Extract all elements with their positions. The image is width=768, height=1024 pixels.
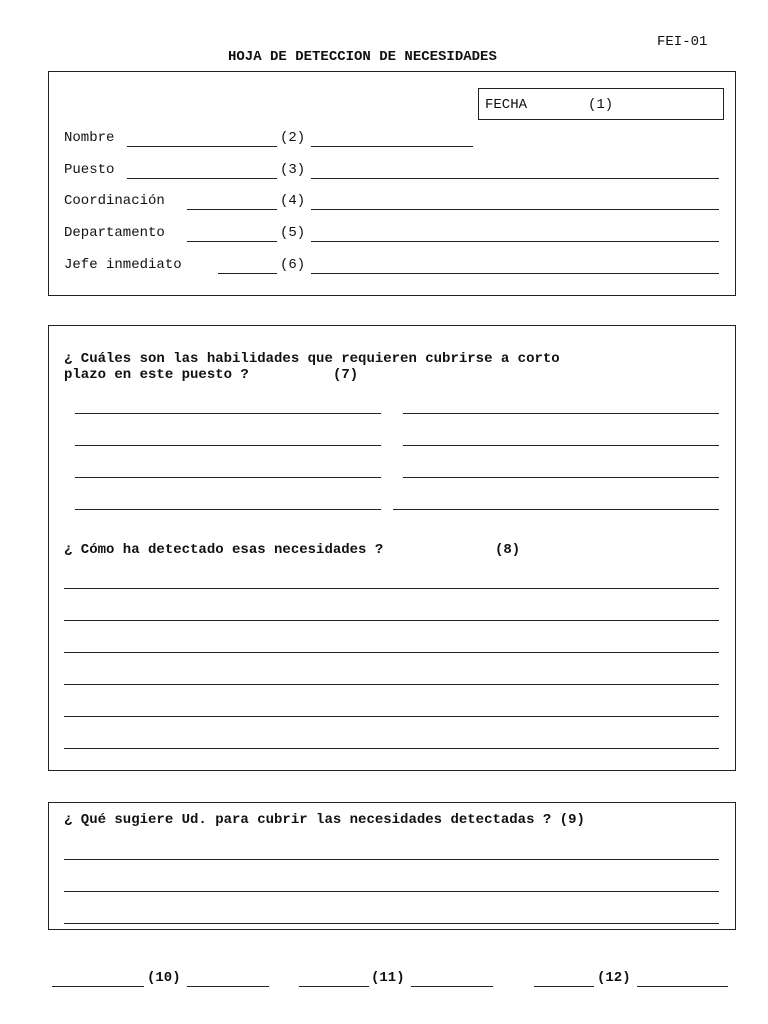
fecha-label: FECHA <box>485 97 528 113</box>
answer-7-line[interactable] <box>393 509 719 510</box>
coordinacion-line-b[interactable] <box>311 209 719 210</box>
puesto-line-a[interactable] <box>127 178 277 179</box>
jefe-line-b[interactable] <box>311 273 719 274</box>
coordinacion-label: Coordinación <box>64 193 165 209</box>
coordinacion-ref: (4) <box>280 193 306 209</box>
departamento-label: Departamento <box>64 225 165 241</box>
answer-7-line[interactable] <box>403 477 719 478</box>
signature-12-ref: (12) <box>597 970 631 986</box>
answer-9-line[interactable] <box>64 859 719 860</box>
jefe-line-a[interactable] <box>218 273 277 274</box>
answer-8-line[interactable] <box>64 620 719 621</box>
puesto-ref: (3) <box>280 162 306 178</box>
jefe-ref: (6) <box>280 257 306 273</box>
coordinacion-line-a[interactable] <box>187 209 277 210</box>
form-title: HOJA DE DETECCION DE NECESIDADES <box>228 49 497 65</box>
answer-7-line[interactable] <box>403 413 719 414</box>
departamento-ref: (5) <box>280 225 306 241</box>
puesto-label: Puesto <box>64 162 115 178</box>
question-7-ref: (7) <box>333 367 359 383</box>
nombre-line-a[interactable] <box>127 146 277 147</box>
signature-12-line-a[interactable] <box>534 986 594 987</box>
question-9: ¿ Qué sugiere Ud. para cubrir las necesidades detectadas ? (9) <box>64 812 585 828</box>
answer-7-line[interactable] <box>75 445 381 446</box>
nombre-label: Nombre <box>64 130 115 146</box>
departamento-line-a[interactable] <box>187 241 277 242</box>
question-8: ¿ Cómo ha detectado esas necesidades ? <box>64 542 384 558</box>
question-8-ref: (8) <box>495 542 521 558</box>
departamento-line-b[interactable] <box>311 241 719 242</box>
fecha-ref: (1) <box>588 97 614 113</box>
signature-11-line-a[interactable] <box>299 986 369 987</box>
answer-7-line[interactable] <box>75 509 381 510</box>
answer-8-line[interactable] <box>64 748 719 749</box>
answer-7-line[interactable] <box>403 445 719 446</box>
answer-8-line[interactable] <box>64 652 719 653</box>
signature-11-line-b[interactable] <box>411 986 493 987</box>
nombre-line-b[interactable] <box>311 146 473 147</box>
jefe-label: Jefe inmediato <box>64 257 182 273</box>
question-7-line1: ¿ Cuáles son las habilidades que requieren cubrirse a corto <box>64 351 560 367</box>
signature-10-line-b[interactable] <box>187 986 269 987</box>
signature-10-line-a[interactable] <box>52 986 144 987</box>
form-code: FEI-01 <box>657 34 708 50</box>
nombre-ref: (2) <box>280 130 306 146</box>
signature-10-ref: (10) <box>147 970 181 986</box>
answer-9-line[interactable] <box>64 923 719 924</box>
answer-8-line[interactable] <box>64 588 719 589</box>
signature-12-line-b[interactable] <box>637 986 728 987</box>
question-7-line2: plazo en este puesto ? <box>64 367 249 383</box>
signature-11-ref: (11) <box>371 970 405 986</box>
puesto-line-b[interactable] <box>311 178 719 179</box>
answer-7-line[interactable] <box>75 413 381 414</box>
answer-8-line[interactable] <box>64 684 719 685</box>
answer-7-line[interactable] <box>75 477 381 478</box>
answer-8-line[interactable] <box>64 716 719 717</box>
answer-9-line[interactable] <box>64 891 719 892</box>
